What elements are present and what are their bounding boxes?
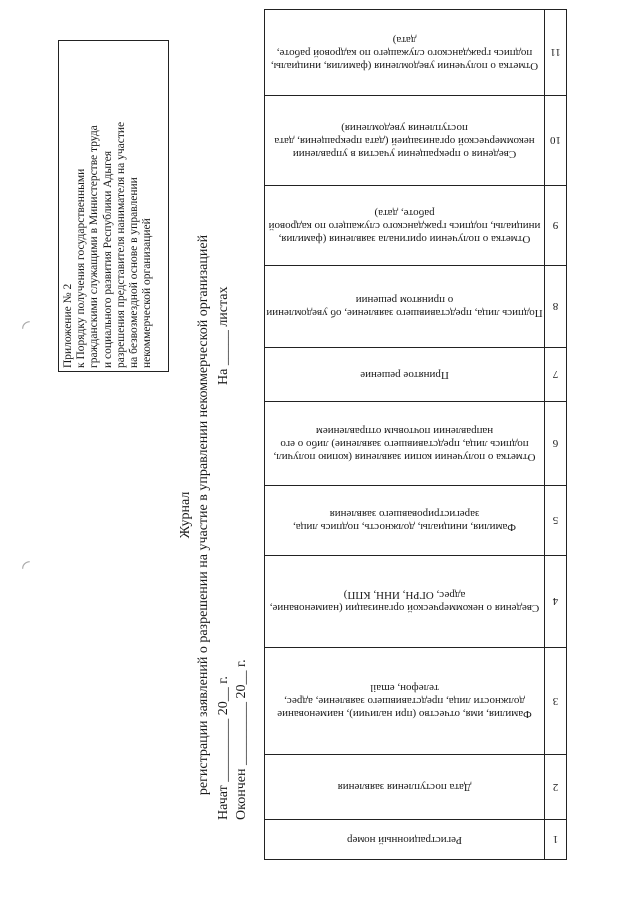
column-number: 1	[545, 820, 567, 860]
annex-box	[58, 40, 169, 372]
column-number: 8	[545, 266, 567, 348]
annex-line: гражданскими служащими в Министерстве труда	[88, 125, 101, 368]
column-number: 6	[545, 402, 567, 486]
journal-title-block	[170, 150, 270, 880]
column-number: 11	[545, 10, 567, 96]
punch-hole-mark: ◜	[22, 317, 30, 339]
column-number: 7	[545, 348, 567, 402]
column-header: Принятое решение	[265, 348, 545, 402]
column-number: 3	[545, 648, 567, 755]
column-header: Подпись лица, представившего заявление, об уведомлении о принятом решении	[265, 266, 545, 348]
annex-text	[62, 44, 167, 368]
journal-title: Журнал	[178, 491, 193, 539]
annex-line: и социального развития Республики Адыгея	[101, 150, 114, 368]
column-header: Фамилия, инициалы, должность, подпись лица, зарегистрировавшего заявления	[265, 486, 545, 556]
punch-hole-mark: ◜	[22, 557, 30, 579]
column-header: Фамилия, имя, отчество (при наличии), наименование должности лица, представившего заявление, адрес, телефон, email	[265, 648, 545, 755]
journal-end-date: Окончен _________ 20__ г.	[234, 659, 249, 820]
column-header: Регистрационный номер	[265, 820, 545, 860]
column-number: 5	[545, 486, 567, 556]
journal-subtitle: регистрации заявлений о разрешении на участие в управлении некоммерческой организацией	[196, 234, 211, 796]
annex-line: разрешения представителя нанимателя на участие	[114, 121, 127, 368]
column-header: Сведения о прекращении участия в управлении некоммерческой организацией (дата прекращения, дата поступления уведомления)	[265, 96, 545, 186]
column-header: Отметка о получении уведомления (фамилия, инициалы, подпись гражданского служащего по кадровой работе, дата)	[265, 10, 545, 96]
registration-table	[265, 34, 567, 860]
column-number: 9	[545, 186, 567, 266]
annex-line: на безвозмездной основе в управлении	[128, 177, 141, 368]
column-number: 10	[545, 96, 567, 186]
column-header: Дата поступления заявления	[265, 755, 545, 820]
journal-start-date: Начат _________ 20__ г.	[216, 676, 231, 820]
column-header: Сведения о некоммерческой организации (наименование, адрес, ОГРН, ИНН, КПП)	[265, 556, 545, 648]
annex-line: Приложение № 2	[62, 283, 74, 368]
column-number: 2	[545, 755, 567, 820]
column-header: Отметка о получении копии заявления (копию получил, подпись лица, представившего заявление) либо о его направлении почтовым отправлением	[265, 402, 545, 486]
annex-line: некоммерческой организацией	[141, 218, 154, 368]
column-number: 4	[545, 556, 567, 648]
annex-line: к Порядку получения государственными	[75, 168, 88, 368]
column-header: Отметка о получении оригинала заявления (фамилия, инициалы, подпись гражданского служащего по кадровой работе, дата)	[265, 186, 545, 266]
journal-pages: На _____ листах	[216, 286, 231, 385]
